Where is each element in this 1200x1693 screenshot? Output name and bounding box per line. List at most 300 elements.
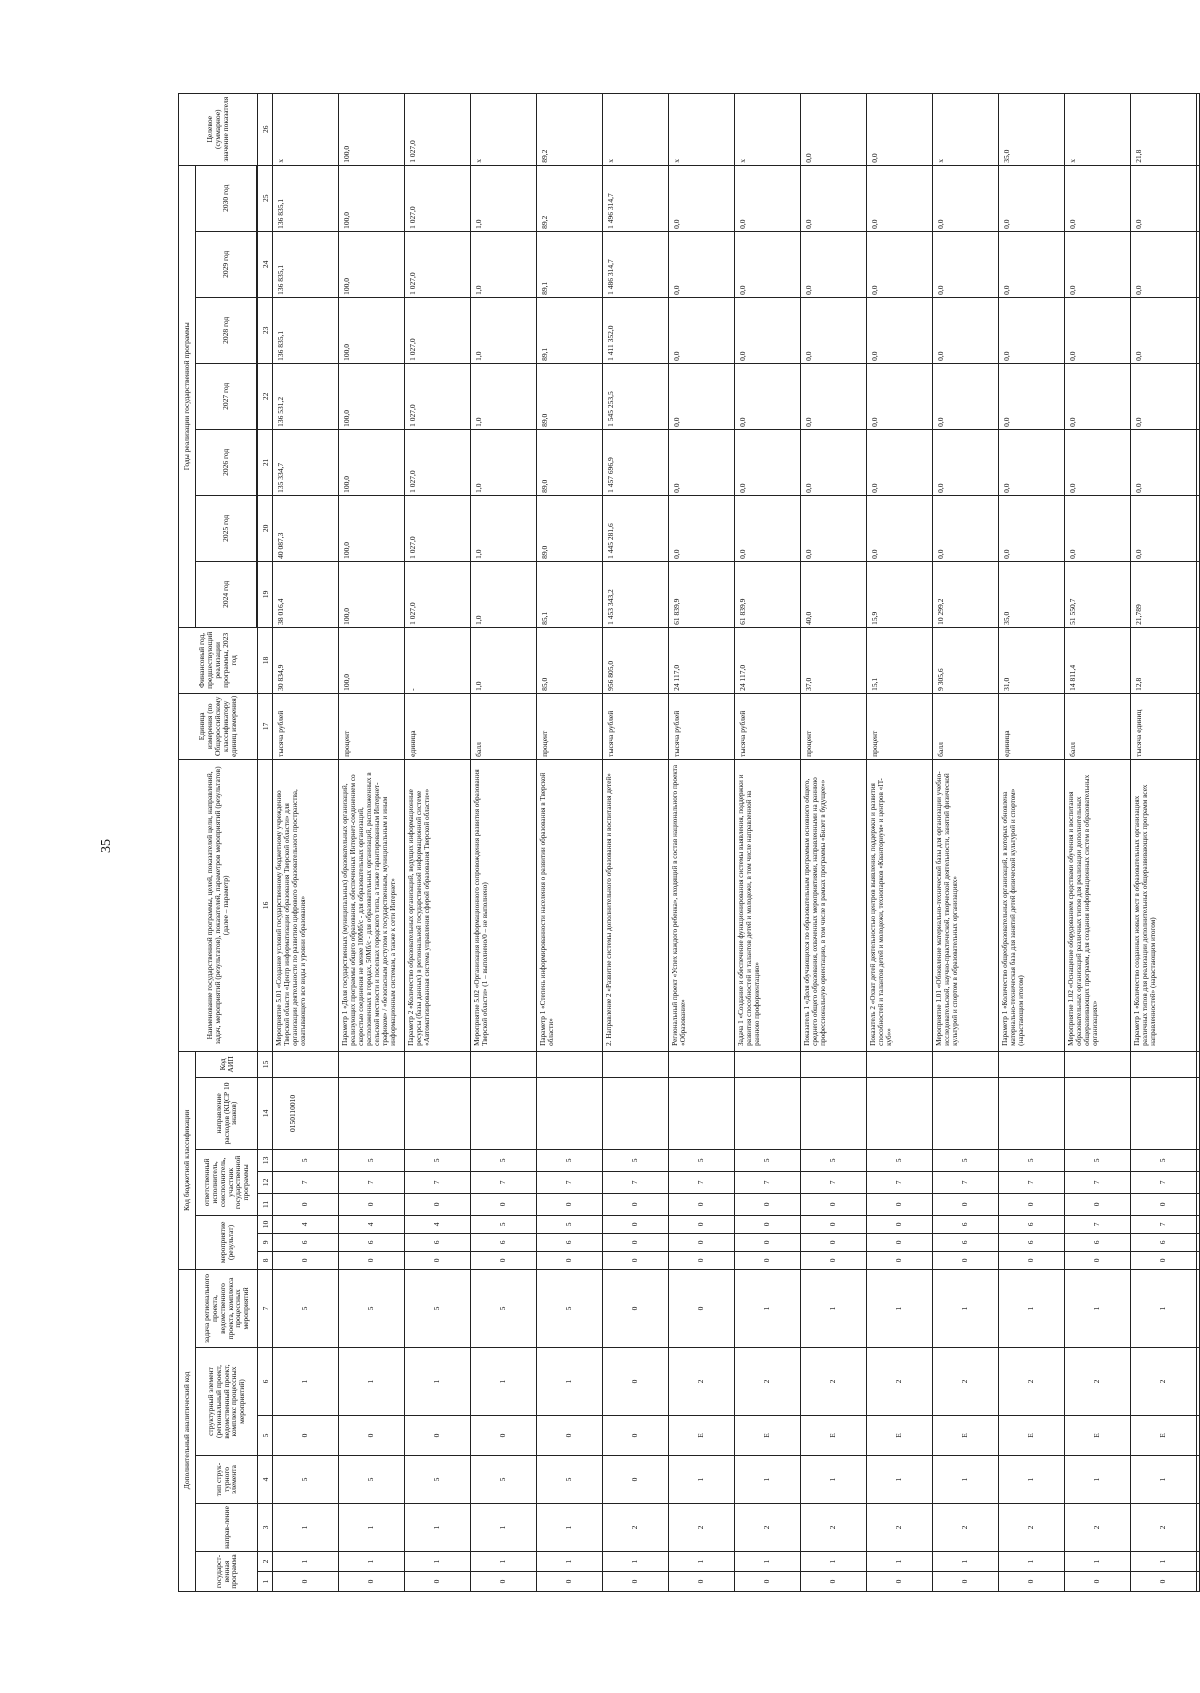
code-cell: 2: [933, 1504, 999, 1552]
code-cell: 1: [273, 1348, 339, 1416]
row-unit: балл: [1065, 693, 1131, 759]
code-cell: 2: [1065, 1504, 1131, 1552]
empty-cell: [1197, 1269, 1200, 1347]
value-cell: 1 027,0: [405, 429, 471, 495]
code-cell: 0: [669, 1269, 735, 1347]
empty-cell: [1197, 1215, 1200, 1233]
empty-cell: [1197, 1348, 1200, 1416]
header-2024: 2024 год: [196, 561, 257, 627]
code-cell: [471, 1051, 537, 1077]
value-cell: 1,0: [471, 627, 537, 693]
code-cell: [999, 1051, 1065, 1077]
empty-cell: [1197, 1572, 1200, 1592]
value-cell: 0,0: [801, 429, 867, 495]
code-cell: 1: [867, 1552, 933, 1572]
header-2028: 2028 год: [196, 297, 257, 363]
value-cell: 15,1: [867, 627, 933, 693]
value-cell: 0,0: [801, 231, 867, 297]
value-cell: 1 027,0: [405, 561, 471, 627]
code-cell: 0: [867, 1193, 933, 1215]
code-cell: 0: [933, 1251, 999, 1269]
code-cell: 0: [735, 1233, 801, 1251]
code-cell: [1131, 1077, 1197, 1149]
code-cell: [339, 1077, 405, 1149]
value-cell: 37,0: [801, 627, 867, 693]
header-total: Целевое (суммарное) значение показателя: [179, 93, 258, 165]
code-cell: 1: [1065, 1552, 1131, 1572]
column-number-row: [258, 93, 273, 1591]
code-cell: 1: [1065, 1456, 1131, 1504]
code-cell: [273, 1051, 339, 1077]
value-cell: 12,8: [1131, 627, 1197, 693]
code-cell: 2: [933, 1348, 999, 1416]
header-additional-code: Дополнительный аналитический код: [179, 1269, 196, 1591]
value-cell: 956 805,0: [603, 627, 669, 693]
code-cell: 0: [1065, 1572, 1131, 1592]
value-cell: x: [603, 93, 669, 165]
code-cell: 1: [933, 1552, 999, 1572]
value-cell: 89,2: [537, 93, 603, 165]
value-cell: 100,0: [339, 363, 405, 429]
code-cell: 0: [405, 1193, 471, 1215]
code-cell: 7: [603, 1171, 669, 1193]
value-cell: 61 839,9: [669, 561, 735, 627]
value-cell: 14 811,4: [1065, 627, 1131, 693]
code-cell: [933, 1051, 999, 1077]
empty-cell: [1197, 1456, 1200, 1504]
code-cell: 0: [801, 1251, 867, 1269]
value-cell: 0,0: [669, 165, 735, 231]
value-cell: 35,0: [999, 561, 1065, 627]
code-cell: 0: [999, 1251, 1065, 1269]
code-cell: 1: [405, 1348, 471, 1416]
table-row: [1065, 93, 1131, 1591]
code-cell: 1: [1131, 1456, 1197, 1504]
code-cell: 1: [405, 1552, 471, 1572]
empty-cell: [1197, 93, 1200, 165]
value-cell: 0,0: [1131, 495, 1197, 561]
code-cell: 6: [933, 1215, 999, 1233]
code-cell: [537, 1051, 603, 1077]
value-cell: 21,8: [1131, 93, 1197, 165]
column-number: 20: [258, 495, 273, 561]
row-name: Параметр 1 «Количество созданных новых мест в образовательных организациях различных типов для реализации дополнительных общеразвивающих программ всех направленностей» (нарастающим итогом): [1131, 759, 1197, 1051]
column-number: 15: [258, 1051, 273, 1077]
header-measure: мероприятие (результат): [196, 1215, 258, 1269]
value-cell: 0,0: [1131, 363, 1197, 429]
header-budget-code: Код бюджетной классификации: [179, 1051, 196, 1269]
value-cell: 0,0: [999, 495, 1065, 561]
value-cell: 0,0: [669, 495, 735, 561]
value-cell: 0,0: [933, 297, 999, 363]
header-2027: 2027 год: [196, 363, 257, 429]
empty-cell: [1197, 1251, 1200, 1269]
code-cell: 1: [867, 1456, 933, 1504]
code-cell: 1: [537, 1348, 603, 1416]
value-cell: 61 839,9: [735, 561, 801, 627]
code-cell: 0: [273, 1572, 339, 1592]
code-cell: [933, 1077, 999, 1149]
code-cell: 7: [1131, 1171, 1197, 1193]
value-cell: x: [669, 93, 735, 165]
code-cell: 1: [273, 1504, 339, 1552]
value-cell: 0,0: [669, 363, 735, 429]
code-cell: 6: [471, 1233, 537, 1251]
code-cell: 6: [537, 1233, 603, 1251]
row-name: Мероприятие 5.01 «Создание условий государственному бюджетному учреждению Тверской области «Центр информатизации образования Тверской области» для организации деятельности по развитию цифрового образовательного пространства, охватывающего все виды и уровни образования»: [273, 759, 339, 1051]
code-cell: 7: [471, 1171, 537, 1193]
value-cell: 0,0: [933, 363, 999, 429]
header-2030: 2030 год: [196, 165, 257, 231]
code-cell: 0: [603, 1572, 669, 1592]
value-cell: 9 305,6: [933, 627, 999, 693]
code-cell: 2: [801, 1348, 867, 1416]
filler-row: [1197, 93, 1200, 1591]
code-cell: 2: [669, 1504, 735, 1552]
value-cell: 0,0: [867, 363, 933, 429]
value-cell: 0,0: [933, 231, 999, 297]
code-cell: 0: [537, 1416, 603, 1456]
column-number: 11: [258, 1193, 273, 1215]
code-cell: 5: [603, 1149, 669, 1171]
value-cell: 0,0: [999, 165, 1065, 231]
code-cell: 5: [339, 1149, 405, 1171]
table-row: [405, 93, 471, 1591]
code-cell: 1: [1065, 1269, 1131, 1347]
value-cell: 21,789: [1131, 561, 1197, 627]
code-cell: 0: [669, 1215, 735, 1233]
value-cell: 1 027,0: [405, 297, 471, 363]
empty-cell: [1197, 1051, 1200, 1077]
row-unit: тысяча рублей: [273, 693, 339, 759]
table-row: [273, 93, 339, 1591]
value-cell: 0,0: [1065, 297, 1131, 363]
code-cell: 1: [867, 1269, 933, 1347]
value-cell: 0,0: [933, 165, 999, 231]
value-cell: 31,0: [999, 627, 1065, 693]
code-cell: 0: [801, 1193, 867, 1215]
value-cell: 40 087,3: [273, 495, 339, 561]
code-cell: 7: [933, 1171, 999, 1193]
header-program: государст-венная программа: [196, 1552, 258, 1592]
empty-cell: [1197, 165, 1200, 231]
value-cell: 89,0: [537, 363, 603, 429]
code-cell: 5: [471, 1149, 537, 1171]
value-cell: 0,0: [735, 363, 801, 429]
code-cell: [405, 1077, 471, 1149]
empty-cell: [1197, 1416, 1200, 1456]
value-cell: 89,1: [537, 231, 603, 297]
column-number: 16: [258, 759, 273, 1051]
code-cell: 2: [867, 1348, 933, 1416]
value-cell: 135 334,7: [273, 429, 339, 495]
code-cell: [867, 1077, 933, 1149]
code-cell: 0: [735, 1193, 801, 1215]
column-number: 9: [258, 1233, 273, 1251]
value-cell: 1,0: [471, 363, 537, 429]
code-cell: 1: [339, 1552, 405, 1572]
row-name: Параметр 1 «Количество общеобразовательных организаций, в которых обновлена материально-техническая база для занятий детей физической культурой и спортом» (нарастающим итогом): [999, 759, 1065, 1051]
value-cell: 0,0: [801, 363, 867, 429]
code-cell: 5: [339, 1456, 405, 1504]
code-cell: 0: [405, 1251, 471, 1269]
code-cell: Е: [1131, 1416, 1197, 1456]
code-cell: 5: [1065, 1149, 1131, 1171]
value-cell: 1 486 314,7: [603, 231, 669, 297]
empty-cell: [1197, 1171, 1200, 1193]
row-unit: процент: [867, 693, 933, 759]
code-cell: 0: [867, 1215, 933, 1233]
value-cell: -: [405, 627, 471, 693]
value-cell: 0,0: [735, 231, 801, 297]
code-cell: 6: [405, 1233, 471, 1251]
value-cell: 1,0: [471, 297, 537, 363]
code-cell: 1: [735, 1456, 801, 1504]
column-number: 24: [258, 231, 273, 297]
value-cell: 1 027,0: [405, 165, 471, 231]
code-cell: 7: [735, 1171, 801, 1193]
value-cell: 40,0: [801, 561, 867, 627]
code-cell: 1: [339, 1348, 405, 1416]
code-cell: [1065, 1077, 1131, 1149]
code-cell: 5: [537, 1149, 603, 1171]
empty-cell: [1197, 561, 1200, 627]
value-cell: 89,0: [537, 495, 603, 561]
value-cell: 100,0: [339, 165, 405, 231]
value-cell: 1 445 281,6: [603, 495, 669, 561]
code-cell: 1: [603, 1552, 669, 1572]
value-cell: 89,2: [537, 165, 603, 231]
code-cell: 1: [537, 1552, 603, 1572]
code-cell: 7: [273, 1171, 339, 1193]
code-cell: 5: [405, 1269, 471, 1347]
code-cell: 6: [1065, 1233, 1131, 1251]
value-cell: 24 117,0: [735, 627, 801, 693]
value-cell: 0,0: [867, 165, 933, 231]
code-cell: 0: [405, 1572, 471, 1592]
column-number: 22: [258, 363, 273, 429]
header-financial-year: Финансовый год, предшествующий реализации программы, 2023 год: [179, 627, 258, 693]
row-unit: балл: [471, 693, 537, 759]
code-cell: 5: [273, 1269, 339, 1347]
column-number: 6: [258, 1348, 273, 1416]
code-cell: 5: [405, 1456, 471, 1504]
table-row: [603, 93, 669, 1591]
empty-cell: [1197, 1552, 1200, 1572]
value-cell: 10 299,2: [933, 561, 999, 627]
code-cell: 1: [471, 1348, 537, 1416]
code-cell: 5: [999, 1149, 1065, 1171]
code-cell: 0: [339, 1251, 405, 1269]
value-cell: 0,0: [1065, 495, 1131, 561]
value-cell: 0,0: [801, 297, 867, 363]
value-cell: 100,0: [339, 429, 405, 495]
column-number: 26: [258, 93, 273, 165]
code-cell: 5: [801, 1149, 867, 1171]
value-cell: 0,0: [801, 495, 867, 561]
column-number: 14: [258, 1077, 273, 1149]
value-cell: x: [933, 93, 999, 165]
value-cell: 1 496 314,7: [603, 165, 669, 231]
code-cell: 5: [669, 1149, 735, 1171]
table-row: [471, 93, 537, 1591]
value-cell: 0,0: [1065, 165, 1131, 231]
value-cell: 0,0: [867, 429, 933, 495]
row-unit: тысяча рублей: [735, 693, 801, 759]
code-cell: 4: [339, 1215, 405, 1233]
row-unit: единица: [999, 693, 1065, 759]
value-cell: 0,0: [1065, 429, 1131, 495]
value-cell: 30 834,9: [273, 627, 339, 693]
column-number: 23: [258, 297, 273, 363]
code-cell: 7: [339, 1171, 405, 1193]
value-cell: 0,0: [735, 297, 801, 363]
value-cell: 0,0: [735, 165, 801, 231]
value-cell: 136 531,2: [273, 363, 339, 429]
table-row: [999, 93, 1065, 1591]
code-cell: 2: [603, 1504, 669, 1552]
code-cell: 0: [801, 1572, 867, 1592]
row-name: Мероприятие 1.02 «Оснащение оборудованием средствами обучения и воспитания образовательных организаций различных типов для реализации дополнительных общеразвивающих программ, для создания информационных систем в образовательных организациях»: [1065, 759, 1131, 1051]
empty-cell: [1197, 297, 1200, 363]
code-cell: 0: [339, 1193, 405, 1215]
code-cell: Е: [669, 1416, 735, 1456]
value-cell: x: [471, 93, 537, 165]
value-cell: 0,0: [801, 165, 867, 231]
value-cell: 100,0: [339, 495, 405, 561]
code-cell: 5: [339, 1269, 405, 1347]
row-name: Параметр 2 «Количество образовательных организаций, ведущих информационные ресурсы (базы данных) в региональной государственной информационной системе «Автоматизированная система управления сферой образования Тверской области»»: [405, 759, 471, 1051]
code-cell: 5: [273, 1456, 339, 1504]
code-cell: 2: [1065, 1348, 1131, 1416]
value-cell: 0,0: [933, 495, 999, 561]
table-header: [179, 93, 273, 1591]
code-cell: [537, 1077, 603, 1149]
column-number: 18: [258, 627, 273, 693]
code-cell: 2: [1131, 1504, 1197, 1552]
value-cell: 35,0: [999, 93, 1065, 165]
code-cell: 2: [735, 1348, 801, 1416]
code-cell: 1: [735, 1552, 801, 1572]
value-cell: 24 117,0: [669, 627, 735, 693]
value-cell: 100,0: [339, 93, 405, 165]
code-cell: [669, 1051, 735, 1077]
code-cell: 5: [471, 1215, 537, 1233]
empty-cell: [1197, 759, 1200, 1051]
code-cell: 0: [867, 1233, 933, 1251]
code-cell: 5: [471, 1269, 537, 1347]
code-cell: [1131, 1051, 1197, 1077]
value-cell: 136 835,1: [273, 231, 339, 297]
header-name: Наименование государственной программы, целей, показателей цели, направлений, задач, мероприятий (результатов), показателей, параметров мероприятий (результатов) (далее – параметр): [179, 759, 258, 1051]
value-cell: 0,0: [669, 231, 735, 297]
code-cell: 2: [867, 1504, 933, 1552]
code-cell: 1: [999, 1456, 1065, 1504]
code-cell: 2: [999, 1348, 1065, 1416]
value-cell: 0,0: [999, 297, 1065, 363]
program-table: [178, 93, 1200, 1592]
rotated-table-container: [178, 96, 1168, 1592]
code-cell: 0: [603, 1215, 669, 1233]
value-cell: 15,9: [867, 561, 933, 627]
code-cell: 0: [999, 1572, 1065, 1592]
code-cell: 5: [471, 1456, 537, 1504]
table-row: [801, 93, 867, 1591]
row-name: 2. Направление 2 «Развитие системы дополнительного образования и воспитания детей»: [603, 759, 669, 1051]
value-cell: 0,0: [669, 297, 735, 363]
code-cell: [471, 1077, 537, 1149]
code-cell: 0: [669, 1251, 735, 1269]
code-cell: 0: [471, 1251, 537, 1269]
code-cell: Е: [999, 1416, 1065, 1456]
code-cell: 7: [537, 1171, 603, 1193]
code-cell: 7: [669, 1171, 735, 1193]
column-number: 13: [258, 1149, 273, 1171]
code-cell: 0: [801, 1215, 867, 1233]
value-cell: 136 835,1: [273, 297, 339, 363]
column-number: 17: [258, 693, 273, 759]
code-cell: 7: [405, 1171, 471, 1193]
header-structural-element: структурный элемент (региональный проект, ведомственный проект, комплекс процессных мероприятий): [196, 1348, 258, 1456]
code-cell: [603, 1051, 669, 1077]
code-cell: 1: [999, 1269, 1065, 1347]
row-unit: тысяча рублей: [669, 693, 735, 759]
code-cell: 0: [1065, 1251, 1131, 1269]
column-number: 19: [258, 561, 273, 627]
value-cell: 1,0: [471, 429, 537, 495]
value-cell: 1,0: [471, 561, 537, 627]
empty-cell: [1197, 627, 1200, 693]
code-cell: 0: [1131, 1193, 1197, 1215]
empty-cell: [1197, 1077, 1200, 1149]
code-cell: 7: [801, 1171, 867, 1193]
code-cell: 1: [1131, 1552, 1197, 1572]
value-cell: 0,0: [669, 429, 735, 495]
code-cell: 1: [933, 1269, 999, 1347]
row-name: Региональный проект «Успех каждого ребенка», входящий в состав национального проекта «Образование»: [669, 759, 735, 1051]
column-number: 12: [258, 1171, 273, 1193]
code-cell: 7: [999, 1171, 1065, 1193]
header-expense-direction: направление расходов (КЦСР 10 знаков): [196, 1077, 258, 1149]
column-number: 5: [258, 1416, 273, 1456]
column-number: 10: [258, 1215, 273, 1233]
column-number: 4: [258, 1456, 273, 1504]
code-cell: 0: [933, 1572, 999, 1592]
value-cell: 1 027,0: [405, 495, 471, 561]
code-cell: 6: [1131, 1233, 1197, 1251]
value-cell: 100,0: [339, 297, 405, 363]
value-cell: 0,0: [933, 429, 999, 495]
code-cell: 0150110010: [273, 1077, 339, 1149]
code-cell: 0: [933, 1193, 999, 1215]
code-cell: 0: [405, 1416, 471, 1456]
value-cell: x: [1065, 93, 1131, 165]
value-cell: 1,0: [471, 231, 537, 297]
code-cell: 0: [537, 1193, 603, 1215]
code-cell: 6: [999, 1215, 1065, 1233]
column-number: 8: [258, 1251, 273, 1269]
empty-cell: [1197, 429, 1200, 495]
value-cell: 0,0: [867, 231, 933, 297]
code-cell: 2: [735, 1504, 801, 1552]
code-cell: [801, 1051, 867, 1077]
value-cell: 38 016,4: [273, 561, 339, 627]
empty-cell: [1197, 231, 1200, 297]
empty-cell: [1197, 1149, 1200, 1171]
value-cell: 1 027,0: [405, 93, 471, 165]
value-cell: 0,0: [1131, 297, 1197, 363]
header-direction: направ-ление: [196, 1504, 258, 1552]
